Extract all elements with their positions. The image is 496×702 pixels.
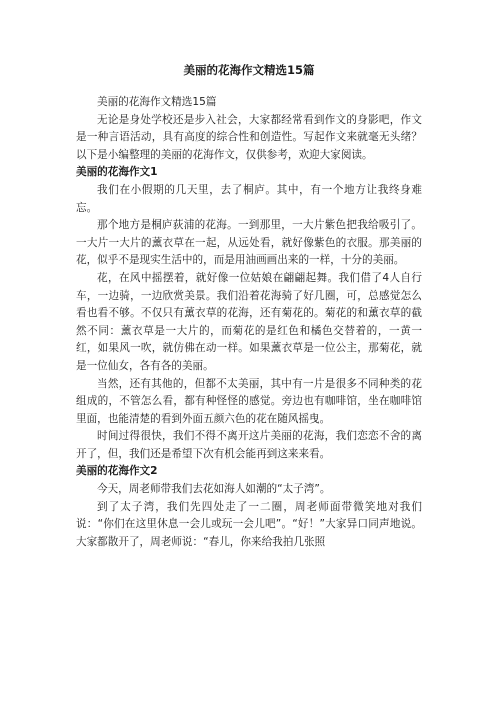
essay-heading: 美丽的花海作文2: [76, 465, 158, 478]
intro-paragraph: 无论是身处学校还是步入社会，大家都经常看到作文的身影吧，作文是一种言语活动，具有高度的综合性和创造性。写起作文来就毫无头绪？以下是小编整理的美丽的花海作文，仅供参考，欢迎大家阅读。: [76, 113, 422, 161]
essay-paragraph: 我们在小假期的几天里，去了桐庐。其中，有一个地方让我终身难忘。: [76, 183, 422, 214]
essay-paragraph: 那个地方是桐庐荻浦的花海。一到那里，一大片紫色把我给吸引了。一大片一大片的薰衣草在一起，从远处看，就好像紫色的衣服。那美丽的花，似乎不是现实生活中的，而是用油画画出来的一样，十分的美丽。: [76, 219, 422, 267]
essay-paragraph: 时间过得很快，我们不得不离开这片美丽的花海，我们恋恋不舍的离开了，但，我们还是希望下次有机会能再到这来来看。: [76, 430, 422, 460]
document-title: 美丽的花海作文精选15篇: [183, 63, 315, 77]
intro-paragraph: 美丽的花海作文精选15篇: [97, 96, 217, 108]
essay-paragraph: 今天，周老师带我们去花如海人如潮的“太子湾”。: [97, 483, 331, 496]
document-page: [76, 62, 422, 551]
essay-paragraph: 当然，还有其他的，但都不太美丽，其中有一片是很多不同种类的花组成的，不管怎么看，都有种怪怪的感觉。旁边也有咖啡馆，坐在咖啡馆里面，也能清楚的看到外面五颜六色的花在随风摇曳。: [76, 377, 422, 425]
essay-heading: 美丽的花海作文1: [76, 166, 158, 179]
essay-paragraph: 到了太子湾，我们先四处走了一二圈，周老师面带微笑地对我们说：“你们在这里休息一会儿或玩一会儿吧”。“好！”大家异口同声地说。大家都散开了，周老师说：“春儿，你来给我拍几张照: [76, 500, 422, 548]
essay-paragraph: 花，在风中摇摆着，就好像一位姑娘在翩翩起舞。我们借了4人自行车，一边骑，一边欣赏美景。我们沿着花海骑了好几圈，可，总感觉怎么看也看不够。不仅只有薰衣草的花海，还有菊花的。菊花的和薰衣草的截然不同：薰衣草是一大片的，而菊花的是红色和橘色交替着的，一黄一红，如果风一吹，就仿佛在动一样。如果薰衣草是一位公主，那菊花，就是一位仙女，各有各的美丽。: [76, 271, 422, 372]
